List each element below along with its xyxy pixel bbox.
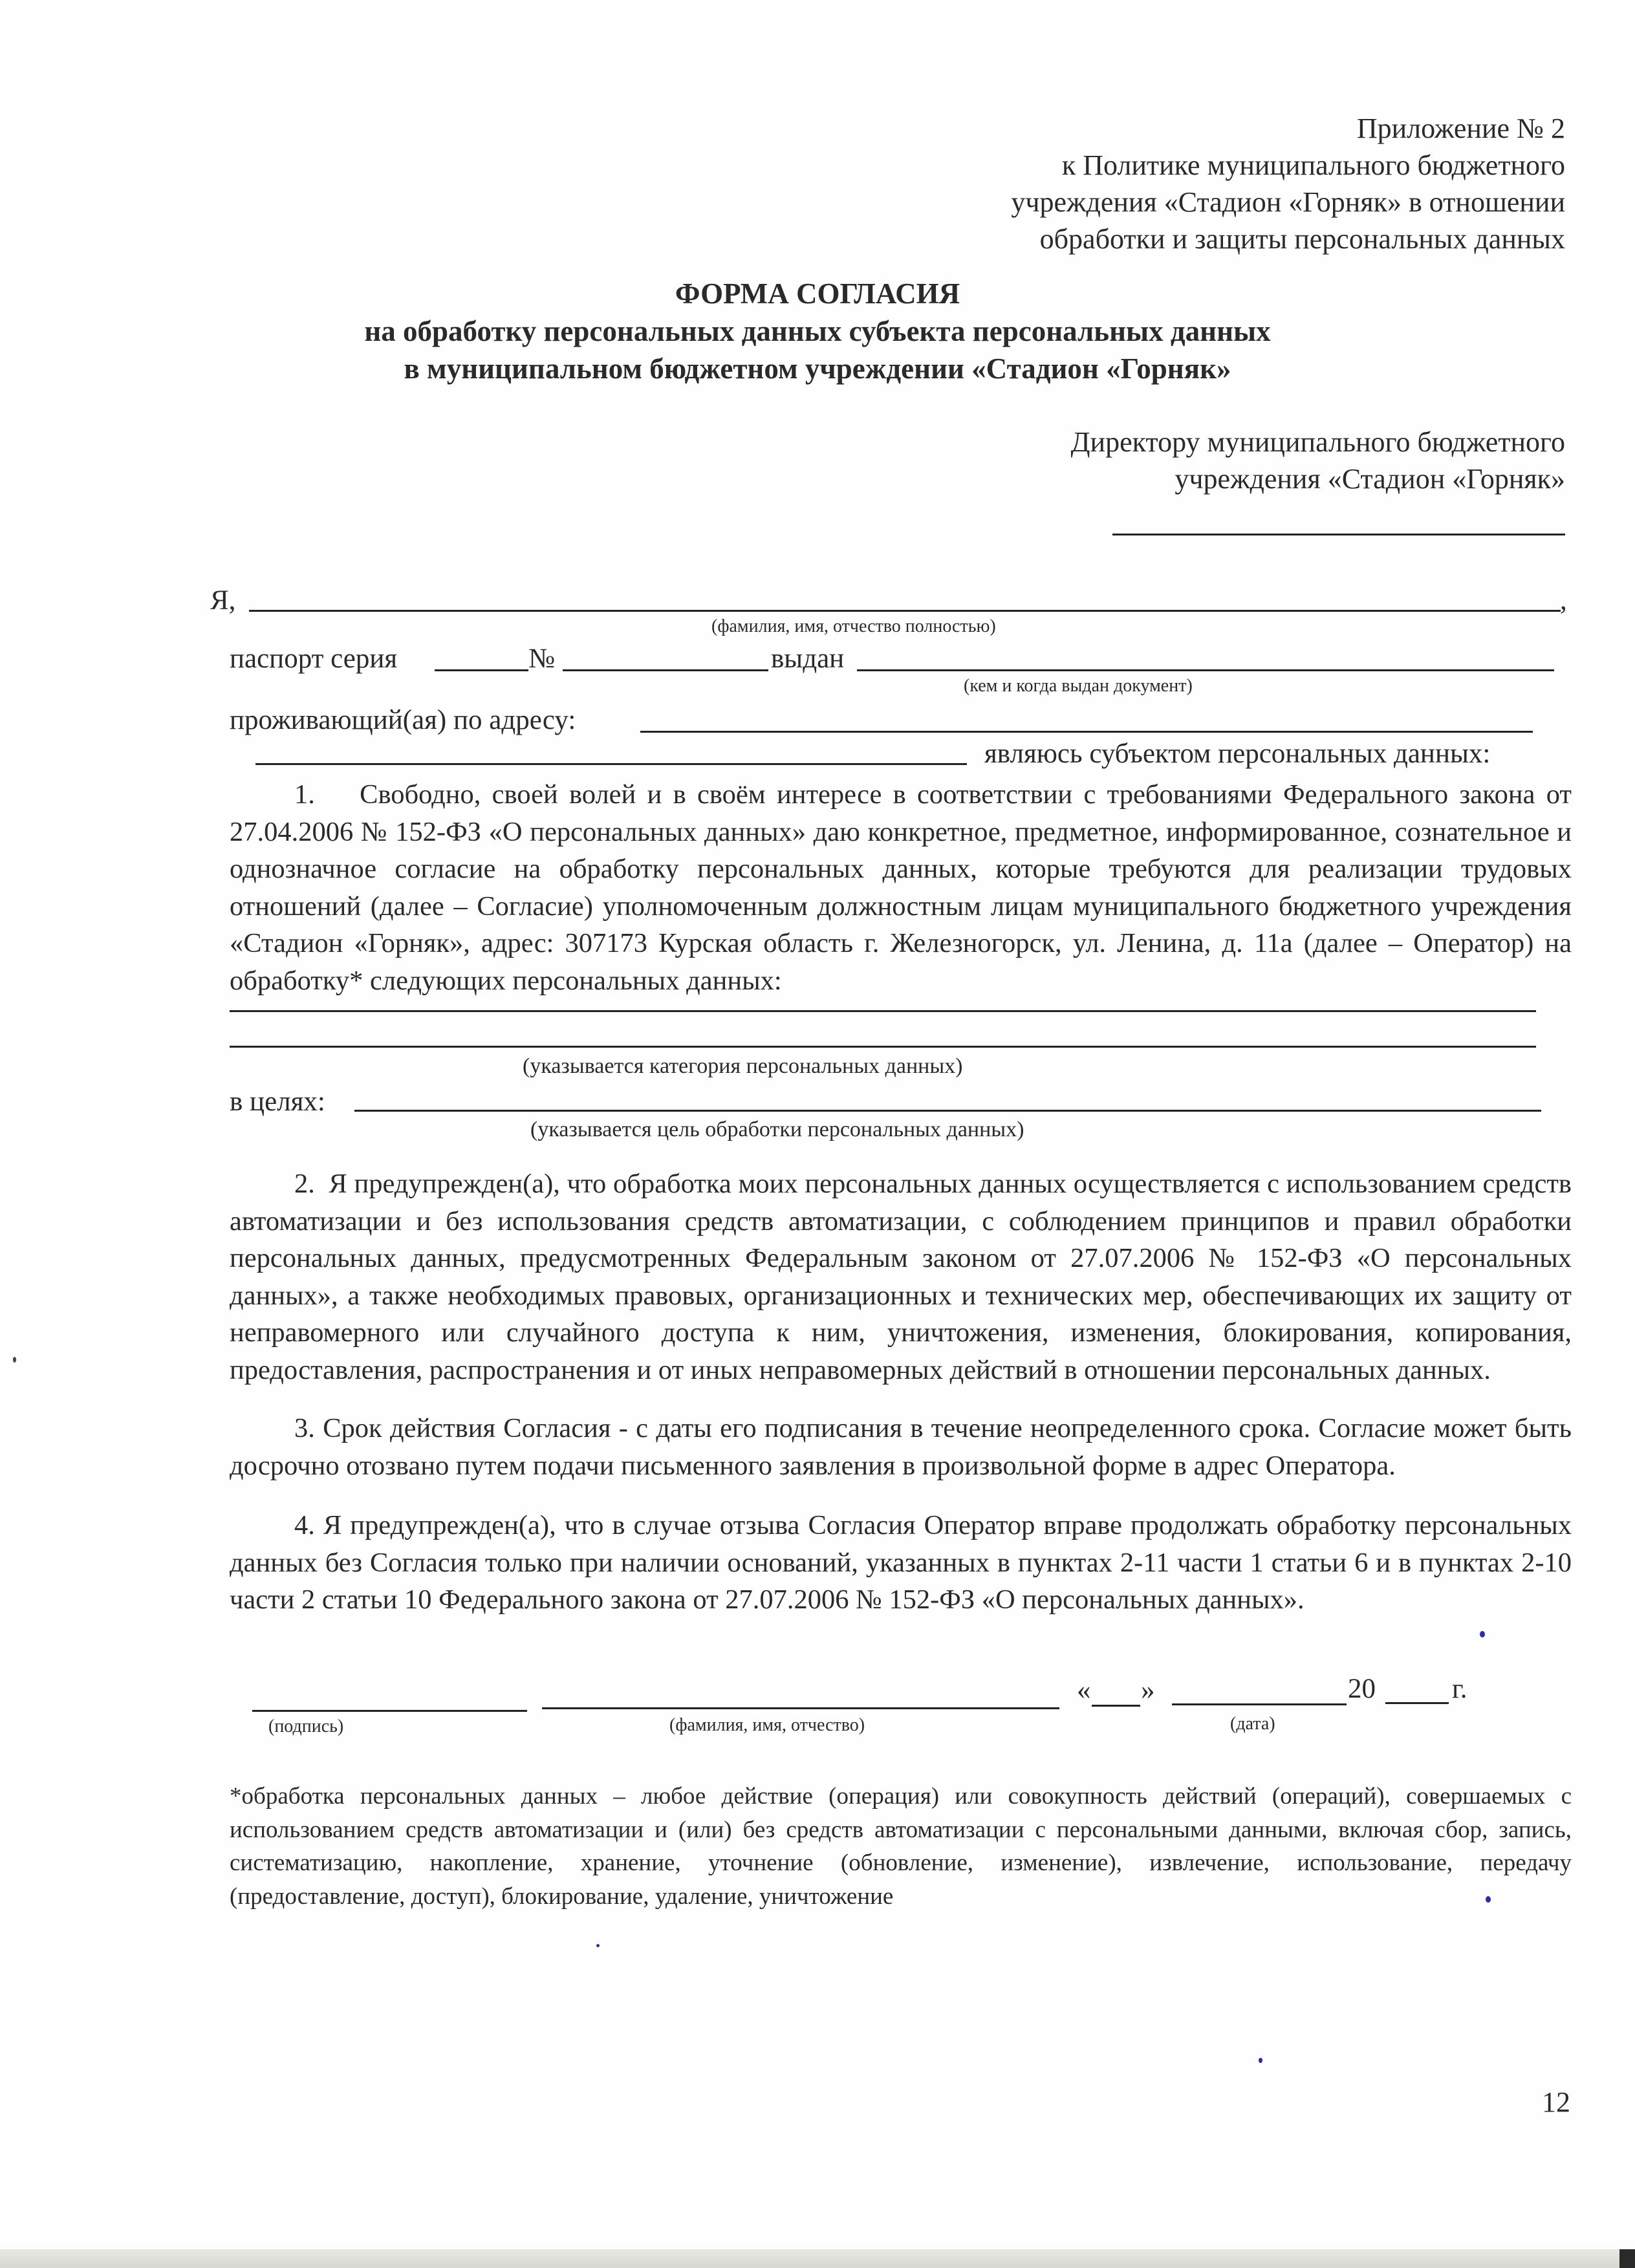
passport-series-field[interactable] [435,669,528,671]
address-field[interactable] [640,731,1533,733]
appendix-line-3: учреждения «Стадион «Горняк» в отношении [1011,186,1565,218]
full-name-hint: (фамилия, имя, отчество полностью) [711,616,996,636]
passport-series-label: паспорт серия [230,643,398,674]
residing-label: проживающий(ая) по адресу: [230,705,576,735]
data-category-hint: (указывается категория персональных данных) [523,1054,963,1078]
issued-by-hint: (кем и когда выдан документ) [964,676,1193,696]
appendix-line-2: к Политике муниципального бюджетного [1061,149,1565,181]
signature-hint: (подпись) [268,1716,344,1736]
signature-field[interactable] [252,1710,527,1712]
year-field[interactable] [1385,1702,1449,1704]
title-line-2: на обработку персональных данных субъекта персональных данных [364,315,1271,347]
paragraph-4-number: 4. [294,1510,315,1540]
addressee-line-1: Директору муниципального бюджетного [1070,426,1565,458]
signer-name-field[interactable] [542,1707,1059,1709]
address-field-continued[interactable] [255,763,967,765]
day-field[interactable] [1092,1705,1140,1707]
i-comma: , [1560,585,1567,616]
paragraph-2 [230,1165,1572,1388]
day-close-quote: » [1141,1675,1155,1705]
paragraph-2-text: Я предупрежден(а), что обработка моих персональных данных осуществляется с использованием средств автоматизации и без использования средств автоматизации, с соблюдением принципов и правил обработки персональных данных, предусмотренных Федеральным законом от 27.07.2006 № 152-ФЗ «О персональных данных», а также необходимых правовых, организационных и технических мер, обеспечивающих их защиту от неправомерного или случайного доступа к ним, уничтожения, изменения, блокирования, копирования, предоставления, распространения и от иных неправомерных действий в отношении персональных данных. [230,1169,1572,1385]
month-field[interactable] [1172,1703,1347,1705]
addressee-line-2: учреждения «Стадион «Горняк» [1175,463,1565,495]
day-open-quote: « [1077,1675,1091,1705]
data-category-field-1[interactable] [230,1010,1536,1012]
scan-speck [596,1944,600,1947]
signer-name-hint: (фамилия, имя, отчество) [669,1715,865,1735]
scan-speck [13,1357,16,1363]
title-line-3: в муниципальном бюджетном учреждении «Стадион «Горняк» [404,352,1231,385]
subject-statement: являюсь субъектом персональных данных: [984,739,1491,769]
scan-speck [1486,1896,1491,1903]
appendix-line-1: Приложение № 2 [1356,113,1565,144]
data-category-field-2[interactable] [230,1046,1536,1048]
purpose-label: в целях: [230,1086,325,1117]
paragraph-1 [230,776,1572,999]
scan-speck [1480,1631,1485,1637]
year-prefix: 20 [1348,1674,1376,1704]
issued-label: выдан [771,643,845,674]
page-number: 12 [1542,2086,1570,2118]
addressee-block [789,424,1565,497]
footnote: *обработка персональных данных – любое действие (операция) или совокупность действий (операций), совершаемых с использованием средств автоматизации и (или) без средств автоматизации с персональными данными, включая сбор, запись, систематизацию, накопление, хранение, уточнение (обновление, изменение), извлечение, использование, передачу (предоставление, доступ), блокирование, удаление, уничтожение [230,1783,1572,1910]
scan-speck [1259,2058,1262,2063]
addressee-name-field[interactable] [1112,534,1565,535]
year-suffix: г. [1452,1674,1467,1704]
purpose-field[interactable] [354,1110,1541,1112]
appendix-header [789,110,1565,257]
paragraph-4-text: Я предупрежден(а), что в случае отзыва Согласия Оператор вправе продолжать обработку персональных данных без Согласия только при наличии оснований, указанных в пунктах 2-11 части 1 статьи 6 и в пунктах 2-10 части 2 статьи 10 Федерального закона от 27.07.2006 № 152-ФЗ «О персональных данных». [230,1510,1572,1615]
full-name-field[interactable] [249,610,1561,612]
paragraph-3-text: Срок действия Согласия - с даты его подписания в течение неопределенного срока. Согласие может быть досрочно отозвано путем подачи письменного заявления в произвольной форме в адрес Оператора. [230,1413,1572,1481]
date-hint: (дата) [1230,1714,1275,1734]
form-title [0,275,1635,387]
purpose-hint: (указывается цель обработки персональных данных) [530,1118,1024,1141]
passport-number-field[interactable] [563,669,768,671]
paragraph-4 [230,1507,1572,1619]
paragraph-3-number: 3. [294,1413,315,1443]
i-label: Я, [210,585,236,616]
appendix-line-4: обработки и защиты персональных данных [1039,223,1565,255]
number-sign: № [528,643,556,674]
paragraph-1-number: 1. [294,779,315,810]
paragraph-3 [230,1410,1572,1484]
paragraph-1-text: Свободно, своей волей и в своём интересе в соответствии с требованиями Федерального закона от 27.04.2006 № 152-ФЗ «О персональных данных» даю конкретное, предметное, информированное, сознательное и однозначное согласие на обработку персональных данных, которые требуются для реализации трудовых отношений (далее – Согласие) уполномоченным должностным лицам муниципального бюджетного учреждения «Стадион «Горняк», адрес: 307173 Курская область г. Железногорск, ул. Ленина, д. 11а (далее – Оператор) на обработку* следующих персональных данных: [230,779,1572,996]
paragraph-2-number: 2. [294,1169,315,1199]
issued-by-field[interactable] [857,669,1554,671]
title-main: ФОРМА СОГЛАСИЯ [675,277,960,310]
scan-edge [0,2249,1635,2268]
